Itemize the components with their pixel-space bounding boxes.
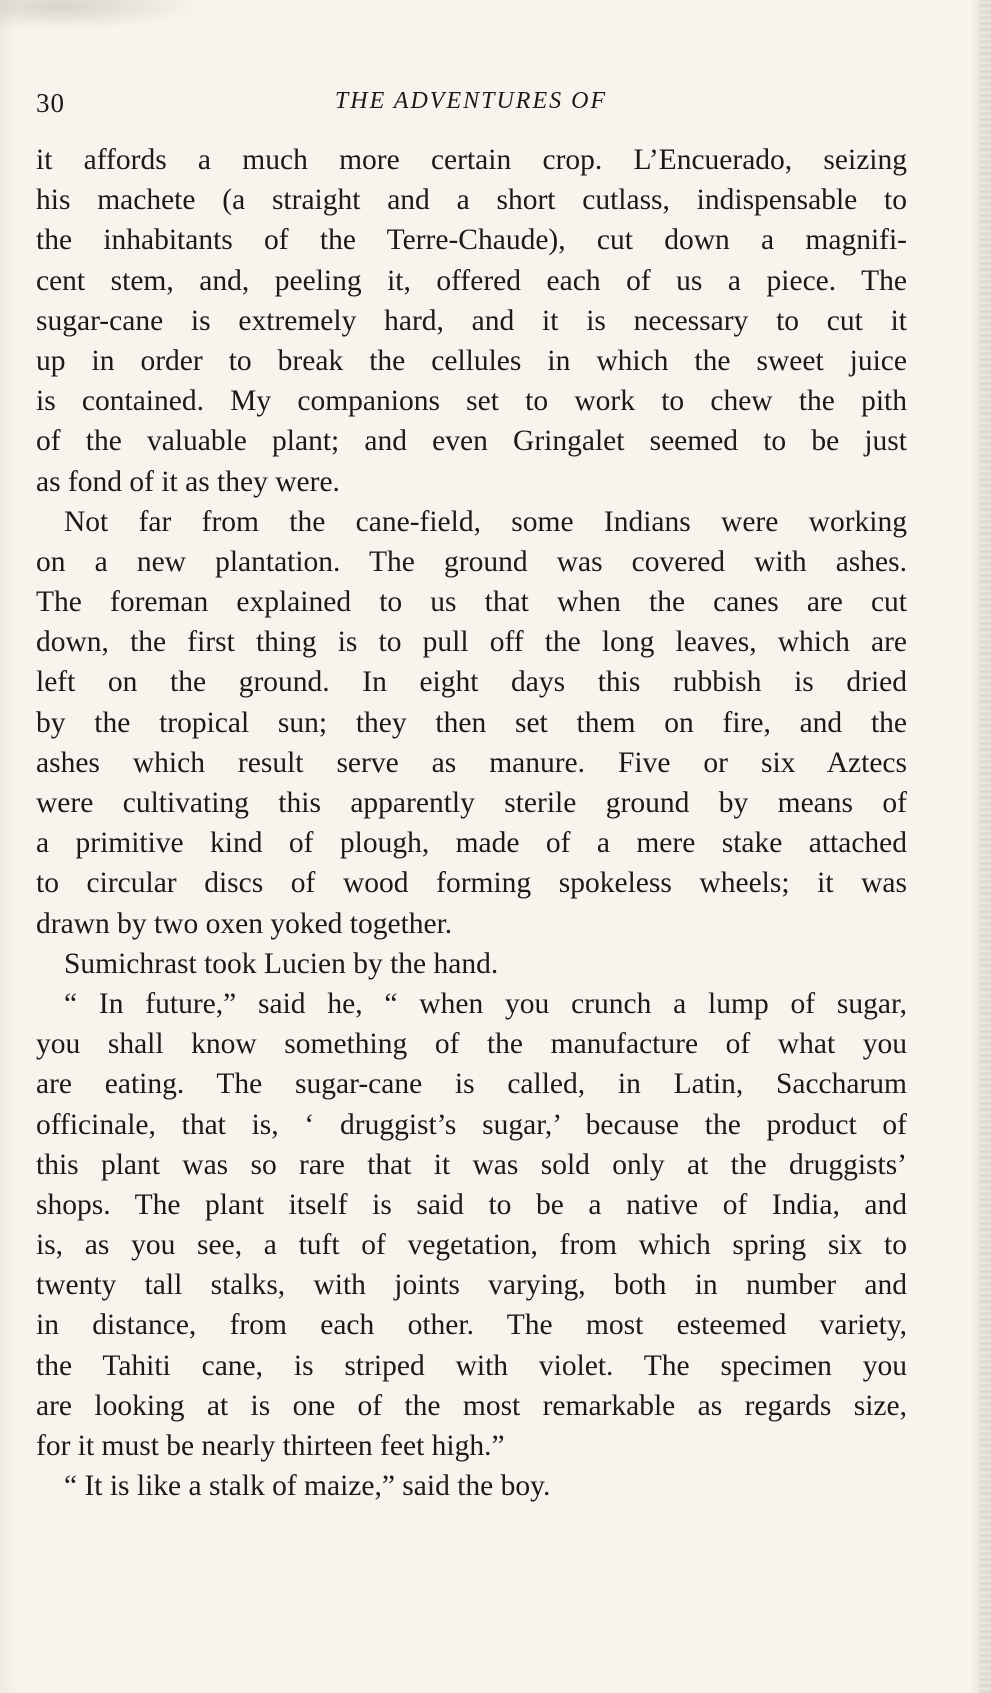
- text-line: is contained. My companions set to work to chew the pith: [36, 385, 907, 418]
- page-edge: [979, 0, 991, 1693]
- text-line: “ It is like a stalk of maize,” said the boy.: [64, 1470, 551, 1503]
- text-line: in distance, from each other. The most esteemed variety,: [36, 1309, 907, 1342]
- text-line: were cultivating this apparently sterile ground by means of: [36, 787, 907, 819]
- text-line: by the tropical sun; they then set them on fire, and the: [36, 706, 907, 739]
- text-line: it affords a much more certain crop. L’Encuerado, seizing: [36, 144, 907, 176]
- text-line: as fond of it as they were.: [36, 465, 340, 498]
- text-line: this plant was so rare that it was sold only at the druggists’: [36, 1148, 907, 1181]
- text-line: are eating. The sugar-cane is called, in Latin, Saccharum: [36, 1068, 907, 1101]
- body-text: [36, 140, 907, 1506]
- page-header: [36, 88, 906, 128]
- text-line: down, the first thing is to pull off the long leaves, which are: [36, 626, 907, 659]
- text-line: ashes which result serve as manure. Five or six Aztecs: [36, 746, 907, 779]
- text-line: “ In future,” said he, “ when you crunch a lump of sugar,: [64, 987, 907, 1020]
- text-line: officinale, that is, ‘ druggist’s sugar,’ because the product of: [36, 1108, 907, 1141]
- text-line: cent stem, and, peeling it, offered each of us a piece. The: [36, 264, 907, 297]
- text-line: left on the ground. In eight days this rubbish is dried: [36, 666, 907, 699]
- text-line: a primitive kind of plough, made of a mere stake attached: [36, 827, 907, 860]
- page-number: 30: [36, 88, 65, 118]
- text-line: up in order to break the cellules in which the sweet juice: [36, 344, 907, 377]
- text-line: Sumichrast took Lucien by the hand.: [64, 947, 499, 980]
- text-line: is, as you see, a tuft of vegetation, from which spring six to: [36, 1229, 907, 1262]
- page-stain: [0, 0, 200, 30]
- text-line: for it must be nearly thirteen feet high.”: [36, 1430, 505, 1462]
- text-line: his machete (a straight and a short cutlass, indispensable to: [36, 184, 907, 217]
- text-line: twenty tall stalks, with joints varying, both in number and: [36, 1269, 907, 1302]
- text-line: The foreman explained to us that when the canes are cut: [36, 586, 907, 619]
- text-line: on a new plantation. The ground was covered with ashes.: [36, 545, 907, 578]
- running-head: THE ADVENTURES OF: [334, 88, 608, 114]
- text-line: sugar-cane is extremely hard, and it is necessary to cut it: [36, 304, 907, 337]
- text-line: are looking at is one of the most remarkable as regards size,: [36, 1389, 907, 1422]
- text-line: Not far from the cane-field, some Indians were working: [64, 505, 907, 538]
- text-line: drawn by two oxen yoked together.: [36, 907, 453, 940]
- text-line: shops. The plant itself is said to be a native of India, and: [36, 1188, 907, 1221]
- text-line: the inhabitants of the Terre-Chaude), cut down a magnifi-: [36, 224, 907, 257]
- text-line: you shall know something of the manufacture of what you: [36, 1028, 907, 1061]
- text-line: of the valuable plant; and even Gringalet seemed to be just: [36, 425, 907, 458]
- text-line: to circular discs of wood forming spokeless wheels; it was: [36, 867, 907, 900]
- text-line: the Tahiti cane, is striped with violet. The specimen you: [36, 1349, 907, 1382]
